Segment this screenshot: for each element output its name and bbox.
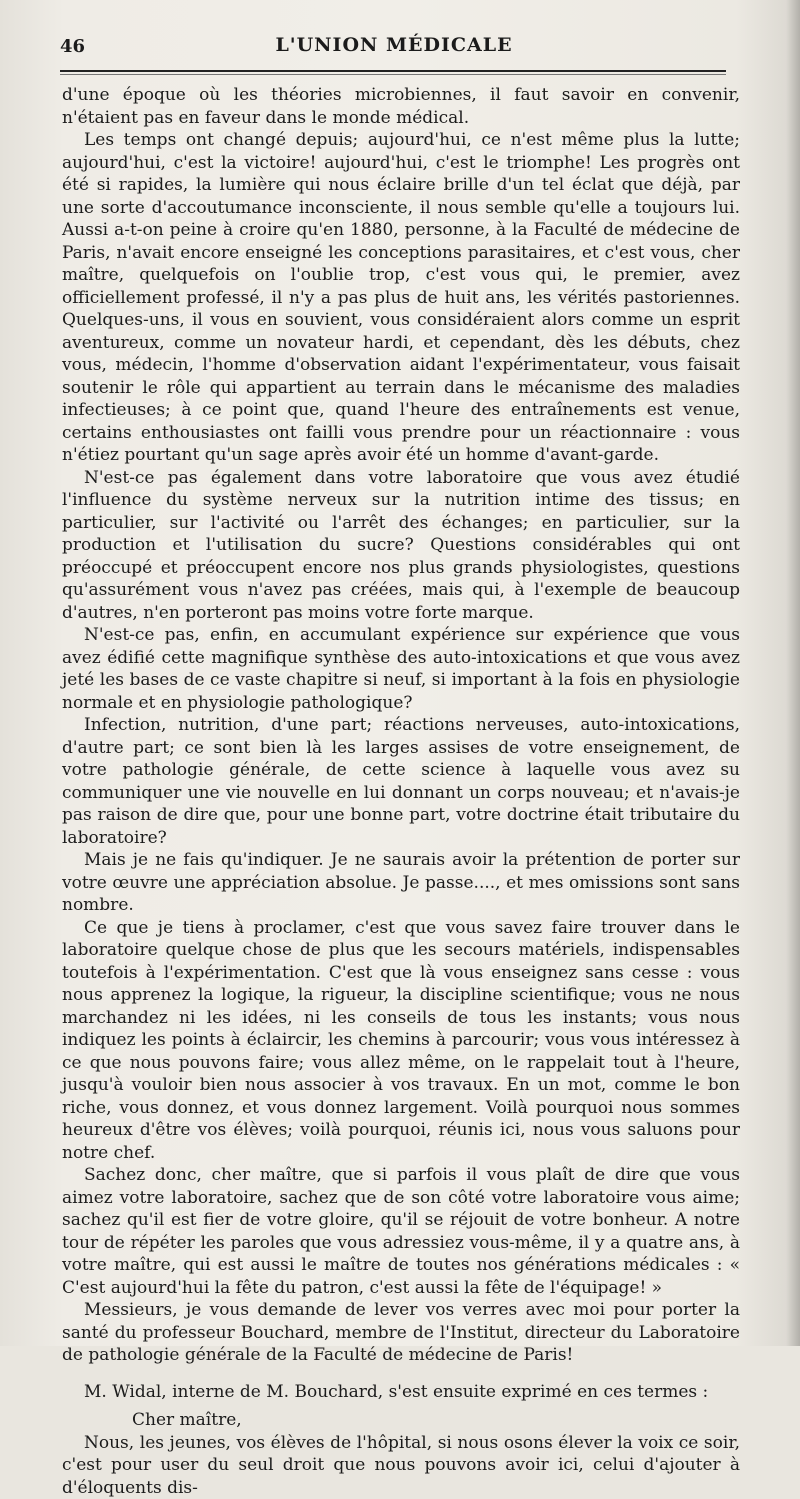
paragraph: Infection, nutrition, d'une part; réactions nerveuses, auto-intoxications, d'autre part; ce sont bien là les larges assises de votre enseignement, de votre pathologie générale, de cette science à laquelle vous avez su communiquer une vie nouvelle en lui donnant un corps nouveau; et n'avais-je pas raison de dire que, pour une bonne part, votre doctrine était tributaire du laboratoire? <box>62 714 740 849</box>
paragraph: Sachez donc, cher maître, que si parfois il vous plaît de dire que vous aimez votre laboratoire, sachez que de son côté votre laboratoire vous aime; sachez qu'il est fier de votre gloire, qu'il se réjouit de votre bonheur. A notre tour de répéter les paroles que vous adressiez vous-même, il y a quatre ans, à votre maître, qui est aussi le maître de toutes nos générations médicales : « C'est aujourd'hui la fête du patron, c'est aussi la fête de l'équipage! » <box>62 1164 740 1299</box>
paragraph: Ce que je tiens à proclamer, c'est que vous savez faire trouver dans le laboratoire quelque chose de plus que les secours matériels, indispensables toutefois à l'expérimentation. C'est que là vous enseignez sans cesse : vous nous apprenez la logique, la rigueur, la discipline scientifique; vous ne nous marchandez ni les idées, ni les conseils de tous les instants; vous nous indiquez les points à éclaircir, les chemins à parcourir; vous vous intéressez à ce que nous pouvons faire; vous allez même, on le rappelait tout à l'heure, jusqu'à vouloir bien nous associer à vos travaux. En un mot, comme le bon riche, vous donnez, et vous donnez largement. Voilà pourquoi nous sommes heureux d'être vos élèves; voilà pourquoi, réunis ici, nous vous saluons pour notre chef. <box>62 917 740 1165</box>
body-text <box>62 84 740 1499</box>
paragraph: Messieurs, je vous demande de lever vos verres avec moi pour porter la santé du professeur Bouchard, membre de l'Institut, directeur du Laboratoire de pathologie générale de la Faculté de médecine de Paris! <box>62 1299 740 1367</box>
paragraph: Nous, les jeunes, vos élèves de l'hôpital, si nous osons élever la voix ce soir, c'est pour user du seul droit que nous pouvons avoir ici, celui d'ajouter à d'éloquents dis- <box>62 1432 740 1499</box>
paragraph: N'est-ce pas, enfin, en accumulant expérience sur expérience que vous avez édifié cette magnifique synthèse des auto-intoxications et que vous avez jeté les bases de ce vaste chapitre si neuf, si important à la fois en physiologie normale et en physiologie pathologique? <box>62 624 740 714</box>
page-number: 46 <box>60 36 85 57</box>
running-title: L'UNION MÉDICALE <box>60 34 728 56</box>
paragraph: Mais je ne fais qu'indiquer. Je ne saurais avoir la prétention de porter sur votre œuvre une appréciation absolue. Je passe...., et mes omissions sont sans nombre. <box>62 849 740 917</box>
salutation: Cher maître, <box>62 1409 740 1432</box>
page-edge-shadow <box>786 0 800 1346</box>
page-header <box>60 32 728 62</box>
narration-line: M. Widal, interne de M. Bouchard, s'est ensuite exprimé en ces termes : <box>62 1381 740 1404</box>
paragraph: N'est-ce pas également dans votre laboratoire que vous avez étudié l'influence du système nerveux sur la nutrition intime des tissus; en particulier, sur l'activité ou l'arrêt des échanges; en particulier, sur la production et l'utilisation du sucre? Questions considérables qui ont préoccupé et préoccupent encore nos plus grands physiologistes, questions qu'assurément vous n'avez pas créées, mais qui, à l'exemple de beaucoup d'autres, n'en porteront pas moins votre forte marque. <box>62 467 740 625</box>
paragraph: Les temps ont changé depuis; aujourd'hui, ce n'est même plus la lutte; aujourd'hui, c'est la victoire! aujourd'hui, c'est le triomphe! Les progrès ont été si rapides, la lumière qui nous éclaire brille d'un tel éclat que déjà, par une sorte d'accoutumance inconsciente, il nous semble qu'elle a toujours lui. Aussi a-t-on peine à croire qu'en 1880, personne, à la Faculté de médecine de Paris, n'avait encore enseigné les conceptions parasitaires, et c'est vous, cher maître, quelquefois on l'oublie trop, c'est vous qui, le premier, avez officiellement professé, il n'y a pas plus de huit ans, les vérités pastoriennes. Quelques-uns, il vous en souvient, vous considéraient alors comme un esprit aventureux, comme un novateur hardi, et cependant, dès les débuts, chez vous, médecin, l'homme d'observation aidant l'expérimentateur, vous faisait soutenir le rôle qui appartient au terrain dans le mécanisme des maladies infectieuses; à ce point que, quand l'heure des entraînements est venue, certains enthousiastes ont failli vous prendre pour un réactionnaire : vous n'étiez pourtant qu'un sage après avoir été un homme d'avant-garde. <box>62 129 740 467</box>
paragraph: d'une époque où les théories microbiennes, il faut savoir en convenir, n'étaient pas en faveur dans le monde médical. <box>62 84 740 129</box>
header-rule-thin <box>60 74 726 75</box>
header-rule <box>60 70 726 72</box>
